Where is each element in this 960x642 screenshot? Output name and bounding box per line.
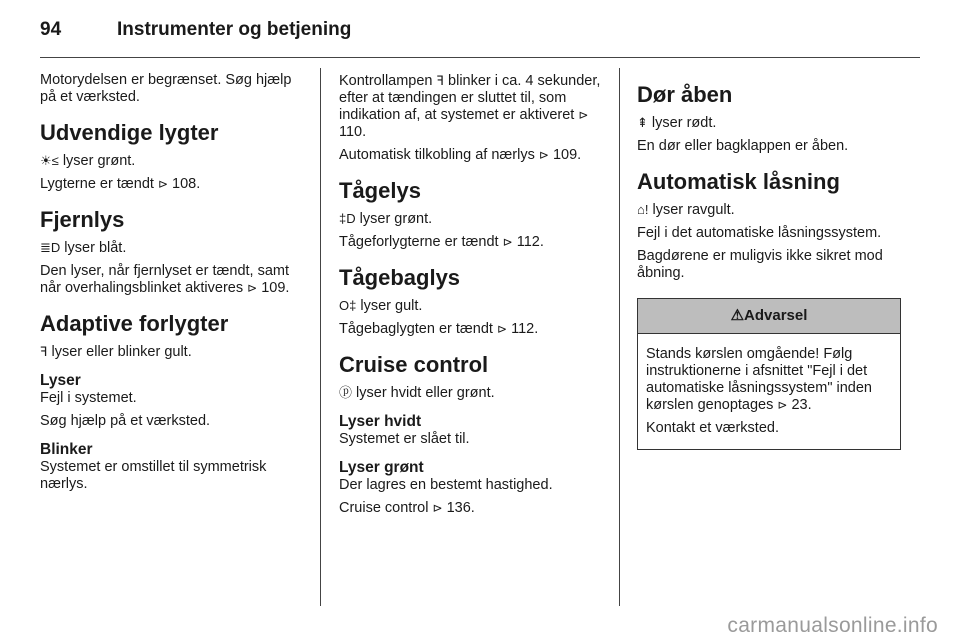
adaptive-headlight-icon: ꟻ [436, 73, 445, 88]
watermark: carmanualsonline.info [727, 614, 938, 637]
lyser-text-1: Fejl i systemet. [40, 390, 137, 406]
auto-lock-icon: ⌂! [637, 202, 649, 217]
heading-exterior-lights: Udvendige lygter [40, 120, 219, 145]
heading-door-open: Dør åben [637, 82, 733, 107]
fog-light-icon: ‡D [339, 211, 356, 226]
auto-low-beam-desc: Automatisk tilkobling af nærlys ⊳ 109. [339, 147, 582, 163]
page-ref-icon: ⊳ [497, 322, 508, 336]
warning-box [637, 298, 901, 450]
heading-cruise-control: Cruise control [339, 352, 489, 377]
high-beam-icon: ≣D [40, 240, 61, 255]
high-beam-desc: Den lyser, når fjernlyset er tændt, samt når overhalingsblinket aktiveres ⊳ 109. [40, 263, 290, 296]
rear-fog-desc: Tågebaglygten er tændt ⊳ 112. [339, 321, 539, 337]
high-beam-status: ≣D lyser blåt. [40, 240, 127, 256]
blinker-text: Systemet er omstillet til symmetrisk nærlys. [40, 459, 267, 492]
auto-lock-desc-1: Fejl i det automatiske låsningssystem. [637, 225, 882, 241]
lyser-text-2: Søg hjælp på et værksted. [40, 413, 211, 429]
subheading-blinker: Blinker [40, 441, 93, 458]
page-number: 94 [40, 19, 62, 40]
fog-lights-status: ‡D lyser grønt. [339, 211, 433, 227]
heading-adaptive-headlights: Adaptive forlygter [40, 311, 229, 336]
warning-triangle-icon: ⚠ [730, 307, 745, 324]
door-open-desc: En dør eller bagklappen er åben. [637, 138, 849, 154]
column-2 [339, 72, 601, 523]
warning-body [638, 334, 900, 449]
door-open-status: ⇞ lyser rødt. [637, 115, 717, 131]
rear-fog-status: O‡ lyser gult. [339, 298, 423, 314]
subheading-lyser: Lyser [40, 372, 81, 389]
adaptive-headlights-status: ꟻ lyser eller blinker gult. [40, 344, 192, 360]
heading-automatic-locking: Automatisk låsning [637, 169, 840, 194]
column-divider-2 [619, 68, 620, 606]
rear-fog-light-icon: O‡ [339, 298, 357, 313]
warning-header [638, 299, 900, 334]
cruise-control-ref: Cruise control ⊳ 136. [339, 500, 475, 516]
page-ref-icon: ⊳ [538, 148, 549, 162]
lyser-hvidt-text: Systemet er slået til. [339, 431, 470, 447]
warning-text-2: Kontakt et værksted. [646, 420, 779, 436]
cruise-control-status: ⓟ lyser hvidt eller grønt. [339, 385, 495, 401]
page-ref-icon: ⊳ [432, 501, 443, 515]
header-divider [40, 57, 920, 58]
subheading-lyser-gront: Lyser grønt [339, 459, 424, 476]
subheading-lyser-hvidt: Lyser hvidt [339, 413, 422, 430]
lyser-gront-text: Der lagres en bestemt hastighed. [339, 477, 553, 493]
adaptive-indicator-desc: Kontrollampen ꟻ blinker i ca. 4 sekunder, efter at tændingen er sluttet til, som indikation af, at systemet er aktiveret ⊳ 110. [339, 73, 601, 140]
column-3 [637, 72, 901, 450]
exterior-light-icon: ☀≤ [40, 153, 59, 168]
heading-rear-fog-light: Tågebaglys [339, 265, 461, 290]
page-ref-icon: ⊳ [247, 281, 258, 295]
page-ref-icon: ⊳ [157, 177, 169, 191]
intro-text: Motorydelsen er begrænset. Søg hjælp på et værksted. [40, 72, 292, 105]
warning-title: Advarsel [744, 307, 808, 324]
door-open-icon: ⇞ [637, 115, 648, 130]
column-1 [40, 72, 302, 499]
page-ref-icon: ⊳ [502, 235, 513, 249]
page-ref-icon: ⊳ [777, 398, 788, 412]
exterior-lights-status: ☀≤ lyser grønt. [40, 153, 136, 169]
page-title: Instrumenter og betjening [117, 19, 352, 40]
adaptive-headlight-icon: ꟻ [40, 344, 48, 359]
column-divider-1 [320, 68, 321, 606]
fog-lights-desc: Tågeforlygterne er tændt ⊳ 112. [339, 234, 544, 250]
heading-high-beam: Fjernlys [40, 207, 125, 232]
auto-lock-status: ⌂! lyser ravgult. [637, 202, 735, 218]
page-header [40, 19, 920, 47]
auto-lock-desc-2: Bagdørene er muligvis ikke sikret mod åbning. [637, 248, 883, 281]
exterior-lights-desc: Lygterne er tændt ⊳ 108. [40, 176, 201, 192]
cruise-control-icon: ⓟ [339, 385, 353, 400]
warning-text-1: Stands kørslen omgående! Følg instruktionerne i afsnittet "Fejl i det automatiske låsningssystem" inden kørslen genoptages ⊳ 23. [646, 346, 872, 413]
heading-fog-lights: Tågelys [339, 178, 421, 203]
page-ref-icon: ⊳ [578, 108, 589, 122]
